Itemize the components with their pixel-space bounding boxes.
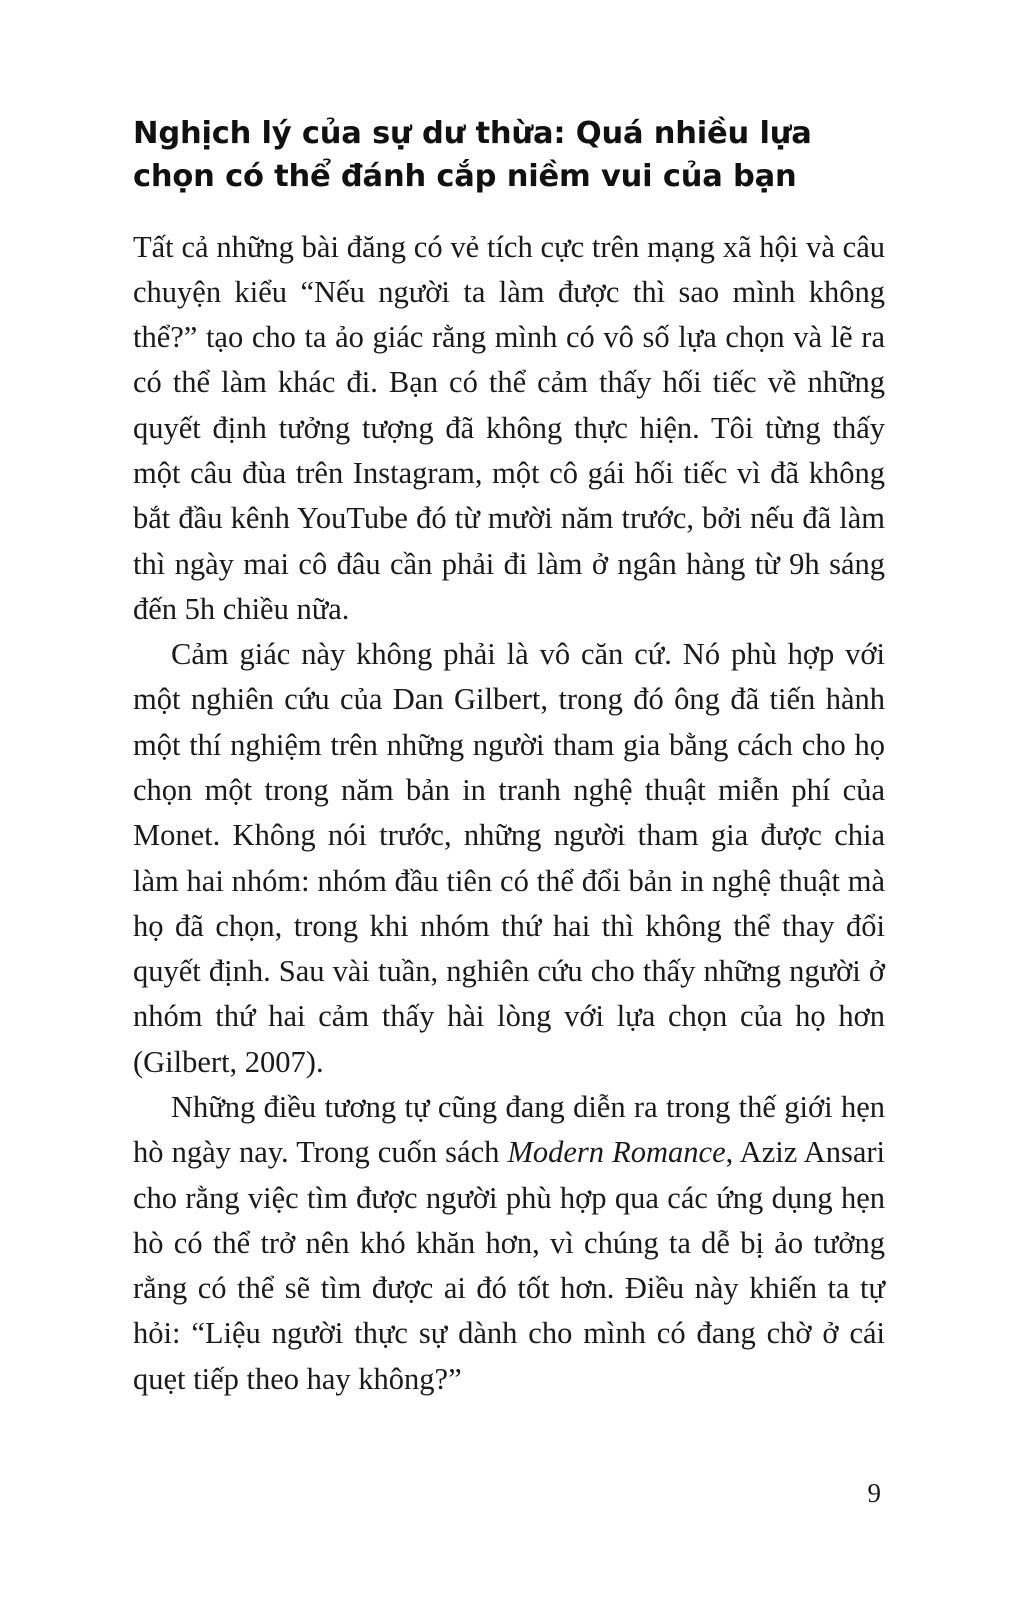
section-heading: Nghịch lý của sự dư thừa: Quá nhiều lựa chọn có thể đánh cắp niềm vui của bạn [133,116,812,195]
body-paragraph-1: Tất cả những bài đăng có vẻ tích cực trên mạng xã hội và câu chuyện kiểu “Nếu người ta làm được thì sao mình không thể?” tạo cho ta ảo giác rằng mình có vô số lựa chọn và lẽ ra có thể làm khác đi. Bạn có thể cảm thấy hối tiếc về những quyết định tưởng tượng đã không thực hiện. Tôi từng thấy một câu đùa trên Instagram, một cô gái hối tiếc vì đã không bắt đầu kênh YouTube đó từ mười năm trước, bởi nếu đã làm thì ngày mai cô đâu cần phải đi làm ở ngân hàng từ 9h sáng đến 5h chiều nữa. [133,229,885,626]
book-title-italic: Modern Romance [507,1135,726,1170]
page-content [133,112,885,1402]
body-paragraph-2: Cảm giác này không phải là vô căn cứ. Nó phù hợp với một nghiên cứu của Dan Gilbert, trong đó ông đã tiến hành một thí nghiệm trên những người tham gia bằng cách cho họ chọn một trong năm bản in tranh nghệ thuật miễn phí của Monet. Không nói trước, những người tham gia được chia làm hai nhóm: nhóm đầu tiên có thể đổi bản in nghệ thuật mà họ đã chọn, trong khi nhóm thứ hai thì không thể thay đổi quyết định. Sau vài tuần, nghiên cứu cho thấy những người ở nhóm thứ hai cảm thấy hài lòng với lựa chọn của họ hơn (Gilbert, 2007). [133,637,885,1079]
body-paragraph-3: Những điều tương tự cũng đang diễn ra trong thế giới hẹn hò ngày nay. Trong cuốn sách Modern Romance, Aziz Ansari cho rằng việc tìm được người phù hợp qua các ứng dụng hẹn hò có thể trở nên khó khăn hơn, vì chúng ta dễ bị ảo tưởng rằng có thể sẽ tìm được ai đó tốt hơn. Điều này khiến ta tự hỏi: “Liệu người thực sự dành cho mình có đang chờ ở cái quẹt tiếp theo hay không?” [133,1089,885,1396]
page-number: 9 [867,1478,881,1508]
